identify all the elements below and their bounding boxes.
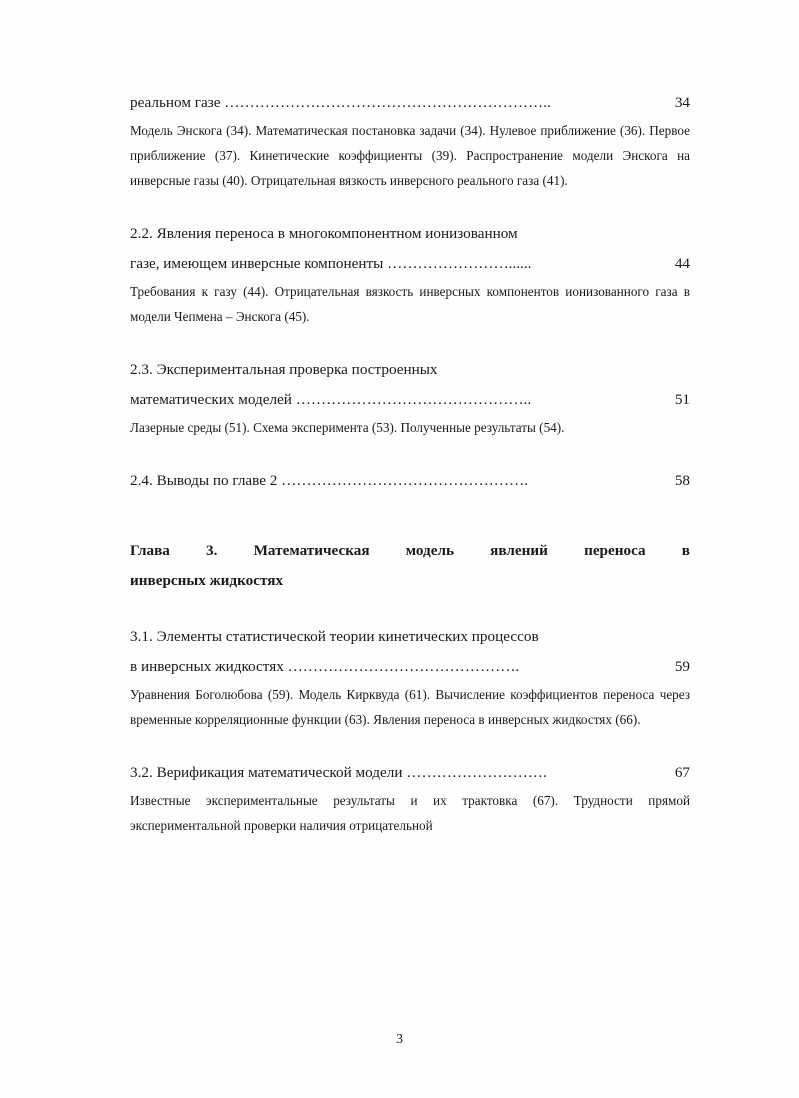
toc-entry-title: Выводы по главе 2 <box>156 472 278 489</box>
toc-entry-title-line-2 <box>130 385 690 415</box>
toc-page-number: 58 <box>674 472 690 489</box>
toc-entry-number: 3.2. <box>130 764 153 781</box>
toc-entry-description: Требования к газу (44). Отрицательная вязкость инверсных компонентов ионизованного газа в модели Чепмена – Энскога (45). <box>130 284 690 324</box>
toc-page-number: 51 <box>674 391 690 408</box>
toc-page-number: 34 <box>674 94 690 111</box>
chapter-heading-line-1 <box>130 536 690 566</box>
toc-page-number: 59 <box>674 658 690 675</box>
toc-leader: ……………………………………….. <box>295 391 532 408</box>
toc-entry-title-line-2 <box>130 249 690 279</box>
toc-leader: ……………………...... <box>387 255 532 272</box>
toc-entry-description: Уравнения Боголюбова (59). Модель Кирквуда (61). Вычисление коэффициентов переноса через временные корреляционные функции (63). Явления переноса в инверсных жидкостях (66). <box>130 687 690 727</box>
toc-entry-title-line-1 <box>130 355 690 385</box>
chapter-heading-line-2: инверсных жидкостях <box>130 572 284 589</box>
toc-entry-title-line-1 <box>130 219 690 249</box>
toc-entry-description: Лазерные среды (51). Схема эксперимента (53). Полученные результаты (54). <box>130 420 565 435</box>
toc-content <box>130 88 690 838</box>
toc-entry-description: Модель Энскога (34). Математическая постановка задачи (34). Нулевое приближение (36). Первое приближение (37). Кинетические коэффициенты (39). Распространение модели Энскога на инверсные газы (40). Отрицательная вязкость инверсного реального газа (41). <box>130 123 690 188</box>
toc-entry-title-cont: математических моделей <box>130 391 292 408</box>
toc-entry-number: 3.1. <box>130 628 153 645</box>
toc-entry-title-cont: в инверсных жидкостях <box>130 658 284 675</box>
toc-entry-title-line-2 <box>130 652 690 682</box>
toc-entry-title: реальном газе <box>130 94 221 111</box>
toc-entry-3-2 <box>130 758 690 838</box>
toc-entry-3-1 <box>130 622 690 732</box>
toc-entry-title-line-1 <box>130 466 690 496</box>
toc-leader: ……………………………………………………….. <box>224 94 551 111</box>
toc-entry-title-line <box>130 88 690 118</box>
toc-entry-real-gas <box>130 88 690 193</box>
toc-leader: …………………………………………. <box>281 472 528 489</box>
page-folio: 3 <box>396 1032 403 1047</box>
toc-entry-2-4 <box>130 466 690 496</box>
toc-leader: ………………………. <box>406 764 547 781</box>
toc-entry-2-2 <box>130 219 690 329</box>
chapter-3-heading <box>130 536 690 596</box>
chapter-heading-text: Глава 3. Математическая модель явлений переноса в <box>130 542 690 559</box>
toc-entry-title-line-1 <box>130 622 690 652</box>
toc-entry-description: Известные экспериментальные результаты и их трактовка (67). Трудности прямой экспериментальной проверки наличия отрицательной <box>130 793 690 833</box>
toc-leader: ………………………………………. <box>287 658 520 675</box>
toc-entry-title: Экспериментальная проверка построенных <box>156 361 438 378</box>
toc-entry-title: Верификация математической модели <box>156 764 403 781</box>
toc-entry-2-3 <box>130 355 690 440</box>
toc-entry-title: Явления переноса в многокомпонентном ионизованном <box>156 225 518 242</box>
toc-entry-number: 2.2. <box>130 225 153 242</box>
toc-entry-number: 2.4. <box>130 472 153 489</box>
toc-page-number: 44 <box>674 255 690 272</box>
toc-entry-title: Элементы статистической теории кинетических процессов <box>156 628 539 645</box>
toc-entry-title-line-1 <box>130 758 690 788</box>
toc-page-number: 67 <box>674 764 690 781</box>
toc-entry-title-cont: газе, имеющем инверсные компоненты <box>130 255 384 272</box>
toc-entry-number: 2.3. <box>130 361 153 378</box>
